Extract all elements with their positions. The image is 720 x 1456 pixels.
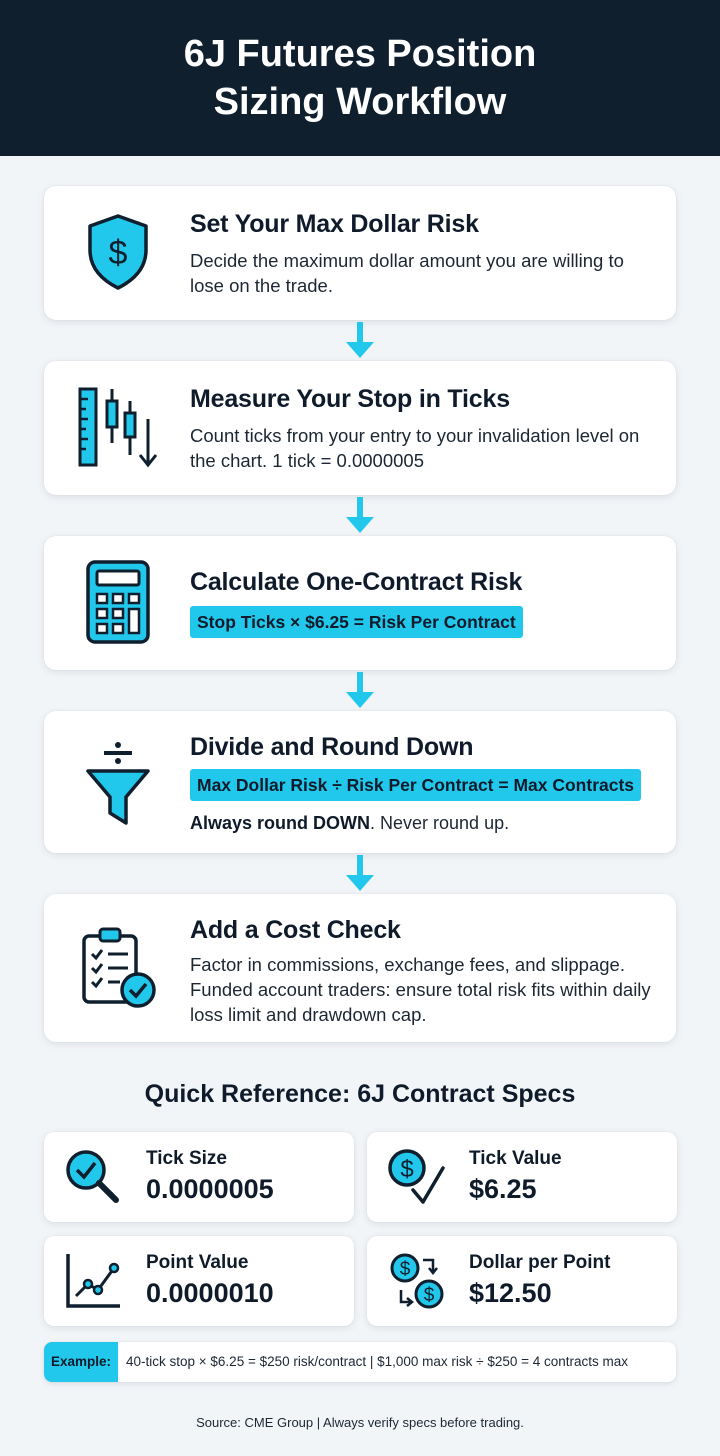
funnel-divide-icon [74, 739, 162, 827]
spec-value: $6.25 [469, 1174, 537, 1204]
step-description: Factor in commissions, exchange fees, and slippage. Funded account traders: ensure total risk fits within daily loss limit and drawdown cap. [190, 954, 651, 1025]
svg-text:$: $ [423, 1285, 435, 1306]
quick-reference-title: Quick Reference: 6J Contract Specs [144, 1080, 576, 1108]
spec-value: 0.0000010 [146, 1278, 274, 1308]
line-chart-icon [62, 1250, 124, 1312]
step-title: Calculate One-Contract Risk [190, 568, 523, 596]
page-title: 6J Futures Position Sizing Workflow [183, 33, 537, 123]
dollar-check-icon [385, 1146, 447, 1208]
spec-card-tick-size [44, 1132, 354, 1222]
step-description: Count ticks from your entry to your invalidation level on the chart. 1 tick = 0.0000005 [190, 425, 640, 471]
arrow-down-icon [344, 853, 376, 893]
step-card-max-dollar-risk [44, 186, 676, 320]
spec-label: Tick Size [146, 1148, 227, 1169]
ruler-candlestick-icon [74, 383, 162, 471]
calculator-icon [74, 558, 162, 646]
spec-value: $12.50 [469, 1278, 552, 1308]
formula-highlight: Stop Ticks × $6.25 = Risk Per Contract [190, 606, 523, 638]
spec-card-point-value [44, 1236, 354, 1326]
example-label: Example: [44, 1342, 118, 1382]
step-title: Measure Your Stop in Ticks [190, 385, 510, 413]
spec-label: Point Value [146, 1252, 249, 1273]
arrow-down-icon [344, 320, 376, 360]
spec-card-dollar-per-point [367, 1236, 677, 1326]
shield-dollar-icon [74, 208, 162, 296]
rounding-note-rest: . Never round up. [370, 813, 510, 833]
magnifier-check-icon [62, 1146, 124, 1208]
step-card-one-contract-risk [44, 536, 676, 670]
example-text: 40-tick stop × $6.25 = $250 risk/contract | $1,000 max risk ÷ $250 = 4 contracts max [126, 1354, 629, 1369]
rounding-note-bold: Always round DOWN [190, 813, 371, 833]
step-card-divide-round-down [44, 711, 676, 853]
arrow-down-icon [344, 495, 376, 535]
spec-card-tick-value [367, 1132, 677, 1222]
header-banner [0, 0, 720, 156]
step-title: Add a Cost Check [190, 916, 401, 944]
svg-text:$: $ [108, 234, 128, 272]
formula-highlight: Max Dollar Risk ÷ Risk Per Contract = Max Contracts [190, 769, 641, 801]
arrow-down-icon [344, 670, 376, 710]
spec-label: Dollar per Point [469, 1252, 611, 1273]
step-title: Divide and Round Down [190, 733, 474, 761]
step-description: Decide the maximum dollar amount you are willing to lose on the trade. [190, 250, 624, 296]
dollar-exchange-icon [385, 1250, 447, 1312]
svg-text:$: $ [400, 1156, 414, 1183]
example-bar [44, 1342, 676, 1382]
step-title: Set Your Max Dollar Risk [190, 210, 479, 238]
clipboard-check-icon [74, 924, 162, 1012]
source-footnote: Source: CME Group | Always verify specs before trading. [196, 1415, 524, 1430]
step-card-stop-ticks [44, 361, 676, 495]
svg-text:$: $ [399, 1259, 411, 1280]
spec-value: 0.0000005 [146, 1174, 274, 1204]
step-card-cost-check [44, 894, 676, 1042]
rounding-note [190, 813, 509, 834]
spec-label: Tick Value [469, 1148, 562, 1169]
